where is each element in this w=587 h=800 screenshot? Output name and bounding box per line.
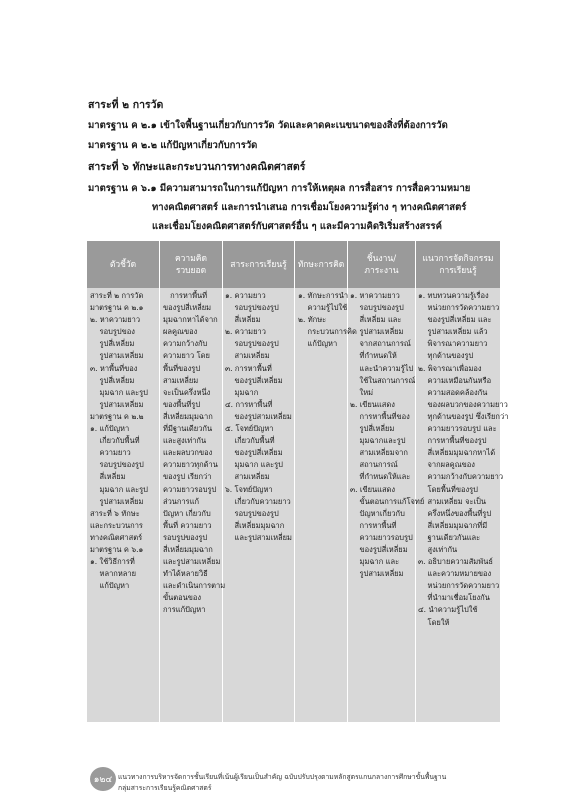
header-indicator: ตัวชี้วัด	[87, 241, 159, 288]
activities-cell: ๑. ทบทวนความรู้เรื่อง หน่วยการวัดความยาว ของรูปสี่เหลี่ยม และ รูปสามเหลี่ยม แล้ว พิจารณาความยาว ทุกด้านของรูป ๒. พิจารณาเพื่อมอง ความเหมือนกันหรือ ความสอดคล้องกัน ของผลบวกของความยาว ทุกด้านของรูป ซึ่งเรียกว่า ความยาวรอบรูป และ การหาพื้นที่ของรูป สี่เหลี่ยมมุมฉากหาได้ จากผลคูณของ ความกว้างกับความยาว โดยพื้นที่ของรูป สามเหลี่ยม จะเป็น ครึ่งหนึ่งของพื้นที่รูป สี่เหลี่ยมมุมฉากที่มี ฐานเดียวกันและ สูงเท่ากัน ๓. อธิบายความสัมพันธ์ และความหมายของ หน่วยการวัดความยาว ที่นำมาเชื่อมโยงกัน ๔. นำความรู้ไปใช้ โดยให้	[418, 291, 509, 627]
standard-6-1-line1: มาตรฐาน ค ๖.๑ มีความสามารถในการแก้ปัญหา การให้เหตุผล การสื่อสาร การสื่อความหมาย	[88, 183, 471, 194]
standard-2-2: มาตรฐาน ค ๒.๒ แก้ปัญหาเกี่ยวกับการวัด	[88, 140, 258, 151]
thinking-skill-cell: ๑. ทักษะการนำ ความรู้ไปใช้ ๒. ทักษะ กระบวนการคิด แก้ปัญหา	[298, 291, 357, 349]
content-cell: ๑. ความยาว รอบรูปของรูป สี่เหลี่ยม ๒. ความยาว รอบรูปของรูป สามเหลี่ยม ๓. การหาพื้นที่ ของรูปสี่เหลี่ยม มุมฉาก ๔. การหาพื้นที่ ของรูปสามเหลี่ยม ๕. โจทย์ปัญหา เกี่ยวกับพื้นที่ ของรูปสี่เหลี่ยม มุมฉาก และรูป สามเหลี่ยม ๖. โจทย์ปัญหา เกี่ยวกับความยาว รอบรูปของรูป สี่เหลี่ยมมุมฉาก และรูปสามเหลี่ยม	[225, 291, 292, 542]
column-divider	[294, 241, 295, 722]
header-content: สาระการเรียนรู้	[223, 241, 294, 288]
tasks-cell: ๑. หาความยาว รอบรูปของรูป สี่เหลี่ยม และ รูปสามเหลี่ยม จากสถานการณ์ ที่กำหนดให้ และนำความรู้ไป ใช้ในสถานการณ์ ใหม่ ๒. เขียนแสดง การหาพื้นที่ของ รูปสี่เหลี่ยม มุมฉากและรูป สามเหลี่ยมจาก สถานการณ์ ที่กำหนดให้และ ๓. เขียนแสดง ขั้นตอนการแก้โจทย์ ปัญหาเกี่ยวกับ การหาพื้นที่ ความยาวรอบรูป ของรูปสี่เหลี่ยม มุมฉาก และ รูปสามเหลี่ยม	[350, 291, 425, 579]
indicator-cell: สาระที่ ๒ การวัด มาตรฐาน ค ๒.๑ ๒. หาความยาว รอบรูปของ รูปสี่เหลี่ยม รูปสามเหลี่ยม ๓. หาพื้นที่ของ รูปสี่เหลี่ยม มุมฉาก และรูป รูปสามเหลี่ยม มาตรฐาน ค ๒.๒ ๑. แก้ปัญหา เกี่ยวกับพื้นที่ ความยาว รอบรูปของรูป สี่เหลี่ยม มุมฉาก และรูป รูปสามเหลี่ยม สาระที่ ๖ ทักษะ และกระบวนการ ทางคณิตศาสตร์ มาตรฐาน ค ๖.๑ ๑. ใช้วิธีการที่ หลากหลาย แก้ปัญหา	[90, 291, 148, 591]
section-heading-skills: สาระที่ ๖ ทักษะและกระบวนการทางคณิตศาสตร์	[88, 161, 306, 173]
curriculum-table	[87, 241, 509, 722]
concept-cell: การหาพื้นที่ ของรูปสี่เหลี่ยม มุมฉากหาได้จาก ผลคูณของ ความกว้างกับ ความยาว โดย พื้นที่ของรูป สามเหลี่ยม จะเป็นครึ่งหนึ่ง ของพื้นที่รูป สี่เหลี่ยมมุมฉาก ที่มีฐานเดียวกัน และสูงเท่ากัน และผลบวกของ ความยาวทุกด้าน ของรูป เรียกว่า ความยาวรอบรูป ส่วนการแก้ ปัญหา เกี่ยวกับ พื้นที่ ความยาว รอบรูปของรูป สี่เหลี่ยมมุมฉาก และรูปสามเหลี่ยม ทำได้หลายวิธี และดำเนินการตาม ขั้นตอนของ การแก้ปัญหา	[163, 291, 226, 615]
header-tasks: ชิ้นงาน/ ภาระงาน	[348, 241, 415, 288]
standard-2-1: มาตรฐาน ค ๒.๑ เข้าใจพื้นฐานเกี่ยวกับการวัด วัดและคาดคะเนขนาดของสิ่งที่ต้องการวัด	[88, 120, 448, 131]
section-heading-measurement: สาระที่ ๒ การวัด	[88, 99, 164, 111]
column-divider	[159, 241, 160, 722]
header-activities: แนวการจัดกิจกรรม การเรียนรู้	[416, 241, 500, 288]
header-thinking-skill: ทักษะการคิด	[295, 241, 347, 288]
page-number: ๑๒๔	[90, 767, 116, 791]
header-concept: ความคิด รวบยอด	[160, 241, 222, 288]
standard-6-1-line2: ทางคณิตศาสตร์ และการนำเสนอ การเชื่อมโยงความรู้ต่าง ๆ ทางคณิตศาสตร์	[152, 202, 467, 213]
footer-subtitle: กลุ่มสาระการเรียนรู้คณิตศาสตร์	[118, 784, 212, 792]
standard-6-1-line3: และเชื่อมโยงคณิตศาสตร์กับศาสตร์อื่น ๆ และมีความคิดริเริ่มสร้างสรรค์	[152, 221, 442, 232]
footer-title: แนวทางการบริหารจัดการชั้นเรียนที่เน้นผู้เรียนเป็นสำคัญ ฉบับปรับปรุงตามหลักสูตรแกนกลางการศึกษาขั้นพื้นฐาน	[118, 773, 447, 781]
